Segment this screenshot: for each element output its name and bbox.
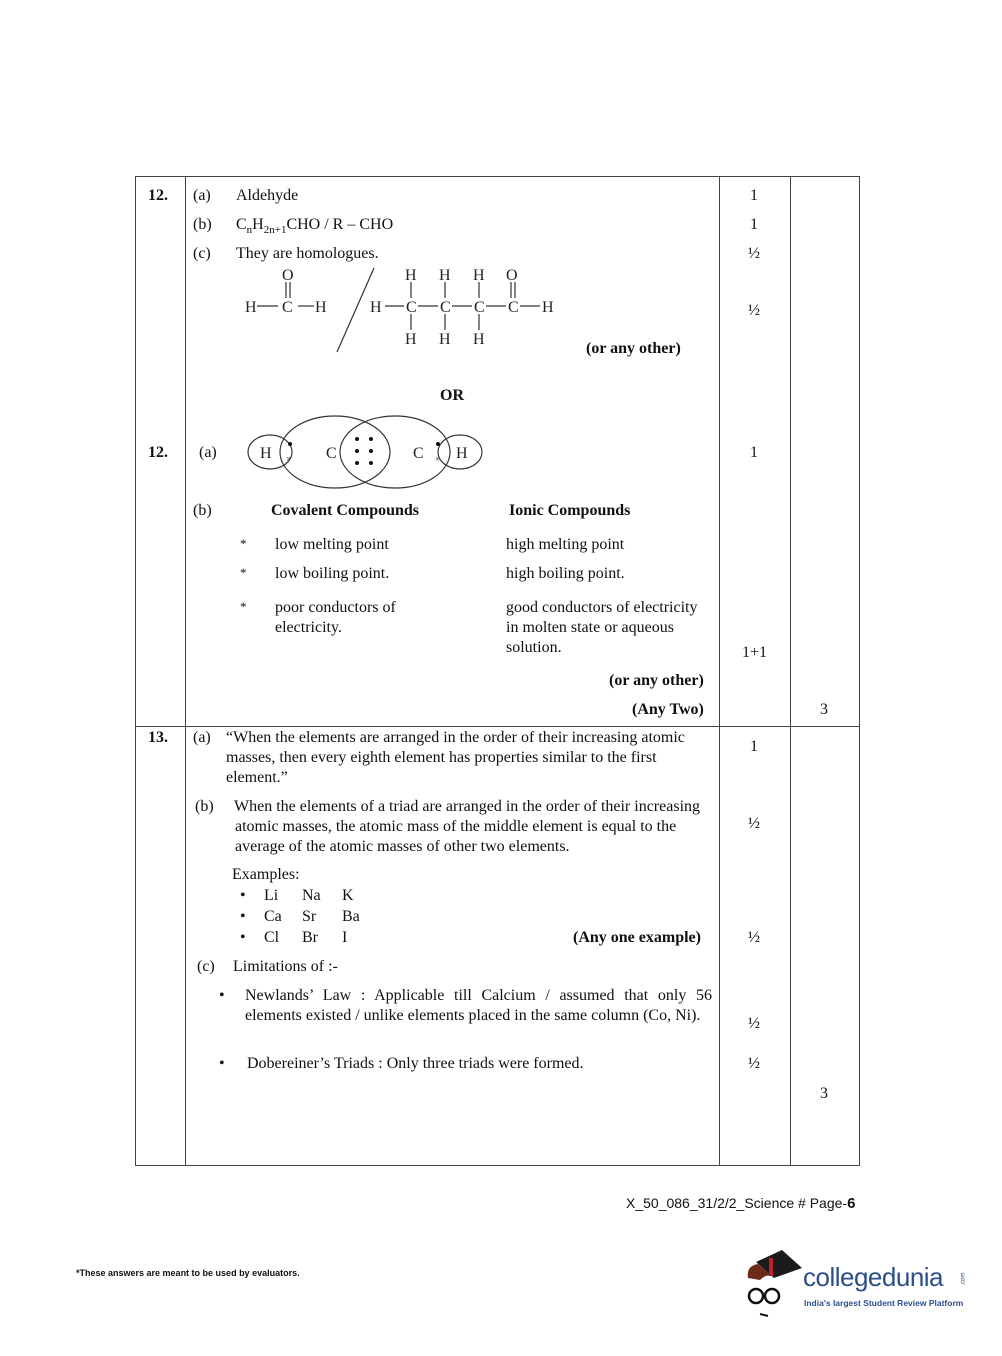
mascot-icon xyxy=(742,1248,802,1318)
note: (Any one example) xyxy=(573,929,701,946)
atom: H xyxy=(245,299,257,316)
page-reference xyxy=(626,1195,855,1212)
bullet: * xyxy=(240,565,247,580)
atom: H xyxy=(260,445,272,462)
limitation-text: Dobereiner’s Triads : Only three triads were formed. xyxy=(247,1055,584,1072)
question-number: 12. xyxy=(148,187,168,204)
table-border-left xyxy=(135,176,136,1166)
page-number: 6 xyxy=(847,1195,856,1212)
evaluator-note: *These answers are meant to be used by evaluators. xyxy=(76,1268,300,1278)
col-divider xyxy=(790,176,791,1166)
col-divider xyxy=(719,176,720,1166)
table-border-top xyxy=(135,176,860,177)
structural-formulas xyxy=(230,260,570,360)
element: Na xyxy=(302,887,321,904)
element: Ca xyxy=(264,908,282,925)
covalent-property: low melting point xyxy=(275,536,389,553)
note: (or any other) xyxy=(586,340,681,357)
answer-text: “When the elements are arranged in the order of their increasing atomic masses, then every eighth element has properties similar to the first element.” xyxy=(226,729,685,786)
col-divider xyxy=(185,176,186,1166)
marks: 1 xyxy=(750,187,758,204)
examples-label: Examples: xyxy=(232,866,300,883)
answer-text: Limitations of :- xyxy=(233,958,338,975)
note: (or any other) xyxy=(609,672,704,689)
atom: C xyxy=(413,445,424,462)
element: Ba xyxy=(342,908,360,925)
element: Li xyxy=(264,887,279,904)
atom: H xyxy=(405,331,417,348)
ionic-property: high melting point xyxy=(506,536,625,553)
answer-text: Aldehyde xyxy=(236,187,299,204)
part-label: (a) xyxy=(193,729,211,746)
answer-text: When the elements of a triad are arranged in the order of their increasing atomic masses, the atomic mass of the middle element is equal to the average of the atomic masses of other two elements. xyxy=(234,798,701,855)
atom: H xyxy=(456,445,468,462)
marks: 1 xyxy=(750,738,758,755)
element: Cl xyxy=(264,929,280,946)
note: (Any Two) xyxy=(632,701,704,718)
tagline: India's largest Student Review Platform xyxy=(804,1298,964,1308)
answer-text: They are homologues. xyxy=(236,245,379,262)
atom: O xyxy=(506,267,518,284)
atom: H xyxy=(439,267,451,284)
atom: C xyxy=(440,299,451,316)
atom: C xyxy=(326,445,337,462)
atom: H xyxy=(473,267,485,284)
marks: 1+1 xyxy=(742,644,768,661)
logo-text: collegedunia xyxy=(803,1262,944,1292)
bullet: * xyxy=(240,536,247,551)
element: I xyxy=(342,929,348,946)
atom: H xyxy=(405,267,417,284)
marks: ½ xyxy=(748,1055,760,1072)
covalent-property: poor conductors of electricity. xyxy=(275,599,396,636)
svg-text:×: × xyxy=(435,454,441,464)
part-label: (c) xyxy=(193,245,211,262)
marks: 1 xyxy=(750,216,758,233)
part-label: (a) xyxy=(199,444,217,461)
part-label: (c) xyxy=(197,958,215,975)
total-marks: 3 xyxy=(820,1085,828,1102)
atom: H xyxy=(473,331,485,348)
formula-sub: n xyxy=(246,224,253,237)
answer-key-page: 12. (a) Aldehyde 1 (b) $C_nH_{2n+1}CHO$ / R – CHO 1 (c) They are homologues. ½ H C O H H C C C C H H H H O H H H ½ (or any other) OR 12. (a) H C C H × × 1 (b) Covalent Compounds Ionic Compounds * low melting point high melting point * low boiling point. high boiling point. * poor conductors of electricity. good conductors of electricity in molten state or aqueous solution. 1+1 (or any other) (Any Two) 3 13. (a) “When the elements are arranged in the order of their increasing atomic masses, then every eighth element has properties similar to the first element.” 1 (b) When the elements of a triad are arranged in the order of their increasing atomic masses, the atomic mass of the middle element is equal to the average of the atomic masses of other two elements. ½ Examples: • Li Na K • Ca Sr Ba • Cl Br I (Any one example) ½ (c) Limitations of :- • Newlands’ Law : Applicable till Calcium / assumed that only 56 elements existed / unlike elements placed in the same column (Co, Ni). ½ • Dobereiner’s Triads : Only three triads were formed. ½ 3 X_50_086_31/2/2_Science # Page-6 *These answers are meant to be used by evaluators. collegedunia .com India's largest Student Review Platform xyxy=(0,0,1002,1356)
question-number: 12. xyxy=(148,444,168,461)
collegedunia-logo xyxy=(742,1248,972,1318)
element: Br xyxy=(302,929,318,946)
element: Sr xyxy=(302,908,317,925)
limitation-text: Newlands’ Law : Applicable till Calcium / assumed that only 56 elements existed / unlike elements placed in the same column (Co, Ni). xyxy=(245,987,712,1024)
or-label: OR xyxy=(440,387,464,404)
atom: H xyxy=(439,331,451,348)
part-label: (a) xyxy=(193,187,211,204)
column-heading: Covalent Compounds xyxy=(271,502,420,519)
row-divider xyxy=(135,726,860,727)
ionic-property: high boiling point. xyxy=(506,565,625,582)
marks: ½ xyxy=(748,929,760,946)
formula-sub: 2n+1 xyxy=(263,224,287,237)
question-number: 13. xyxy=(148,729,168,746)
bullet: • xyxy=(219,987,225,1004)
atom: H xyxy=(542,299,554,316)
atom: C xyxy=(406,299,417,316)
bullet: * xyxy=(240,599,247,614)
electron-dot-diagram xyxy=(240,410,490,490)
marks: ½ xyxy=(748,302,760,319)
atom: C xyxy=(508,299,519,316)
table-border-right xyxy=(859,176,860,1166)
bullet: • xyxy=(219,1055,225,1072)
part-label: (b) xyxy=(193,216,212,233)
part-label: (b) xyxy=(195,798,214,815)
formula xyxy=(236,215,393,240)
part-label: (b) xyxy=(193,502,212,519)
formula-part: C xyxy=(236,216,247,233)
marks: ½ xyxy=(748,1015,760,1032)
atom: C xyxy=(282,299,293,316)
atom: O xyxy=(282,267,294,284)
logo-com: .com xyxy=(960,1272,967,1286)
total-marks: 3 xyxy=(820,701,828,718)
atom: H xyxy=(370,299,382,316)
marks: ½ xyxy=(748,245,760,262)
atom: C xyxy=(474,299,485,316)
atom: H xyxy=(315,299,327,316)
marks: ½ xyxy=(748,815,760,832)
svg-text:×: × xyxy=(286,454,292,464)
ionic-property: good conductors of electricity in molten state or aqueous solution. xyxy=(506,599,698,656)
covalent-property: low boiling point. xyxy=(275,565,390,582)
formula-part: H xyxy=(252,216,264,233)
column-heading: Ionic Compounds xyxy=(509,502,631,519)
table-border-bottom xyxy=(135,1165,860,1166)
formula-part: CHO / R – CHO xyxy=(286,216,394,233)
element: K xyxy=(342,887,354,904)
marks: 1 xyxy=(750,444,758,461)
page-ref-text: X_50_086_31/2/2_Science # Page- xyxy=(626,1195,848,1211)
